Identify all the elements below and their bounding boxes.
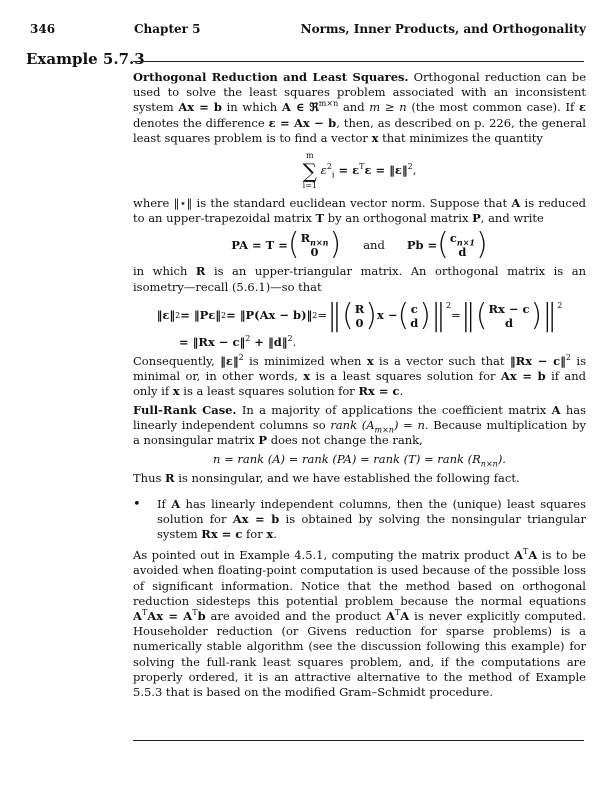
block-matrix-r-0: ( $R_{n\times n}$ 0 ) bbox=[287, 227, 342, 263]
equation-norm-chain: ‖ε‖ 2 = ‖Pε‖ 2 = ‖P(Ax − b)‖ 2 = ‖ ( R 0 ) x − ( c d ) ‖ $^2$ = ‖ ( Rx − c d ) ‖ $^2$ bbox=[156, 297, 563, 333]
paragraph-full-rank: Full-Rank Case. In a majority of applications the coefficient matrix A has linearly independent columns so rank $(A_{m\times n}) = n$. Because multiplication by a nonsingular matrix P does not change the rank, bbox=[133, 402, 587, 448]
paragraph-heading: Full-Rank Case. bbox=[133, 402, 237, 417]
bottom-rule bbox=[133, 740, 584, 741]
bullet-icon: • bbox=[133, 496, 141, 512]
fact-bullet: • If A has linearly independent columns, then the (unique) least squares solution for Ax = b is obtained by solving the nonsingular triangular system Rx = c for x. bbox=[133, 496, 587, 542]
chapter-label: Chapter 5 bbox=[134, 22, 201, 36]
page-number: 346 bbox=[30, 22, 56, 36]
paragraph-orthogonal-reduction: Orthogonal Reduction and Least Squares. Orthogonal reduction can be used to solve the least squares problem associated with an inconsistent system Ax = b in which A ∈ ℜ$^{m\times n}$ and m ≥ n (the most common case). If ε denotes the difference ε = Ax − b, then, as described on p. 226, the general least squares problem is to find a vector x that minimizes the quantity bbox=[133, 70, 587, 145]
block-vector-c-d: ( $c_{n\times 1}$ d ) bbox=[437, 227, 488, 263]
paragraph-consequently: Consequently, ‖ε‖$^2$ is minimized when x is a vector such that ‖Rx − c‖$^2$ is minimal or, in other words, x is a least squares solution for Ax = b if and only if x is a least squares solution for Rx = c. bbox=[133, 353, 586, 399]
paragraph-reduction-setup: where ‖⋆‖ is the standard euclidean vector norm. Suppose that A is reduced to an upper-trapezoidal matrix T by an orthogonal matrix P, and write bbox=[133, 196, 587, 226]
summation: m ∑ i=1 bbox=[302, 151, 317, 191]
paragraph-householder: As pointed out in Example 4.5.1, computing the matrix product $A^TA$ is to be avoided when floating-point computation is used because of the possible loss of significant information. Notice that the method based on orthogonal reduction sidesteps this potential problem because the normal equations $A^TAx = A^Tb$ are avoided and the product $A^TA$ is never explicitly computed. Householder reduction (or Givens reduction for sparse problems) is a numerically stable algorithm (see the discussion following this example) for solving the full-rank least squares problem, and, if the computations are properly ordered, it is an attractive alternative to the method of Example 5.5.3 that is based on the modified Gram–Schmidt procedure. bbox=[133, 547, 586, 700]
example-body bbox=[133, 70, 586, 700]
section-title: Norms, Inner Products, and Orthogonality bbox=[300, 22, 586, 36]
paragraph-thus: Thus R is nonsingular, and we have established the following fact. bbox=[133, 471, 520, 486]
equation-pa-pb: PA = T = ( $R_{n\times n}$ 0 ) and Pb = ( $c_{n\times 1}$ d ) bbox=[231, 227, 488, 263]
top-rule bbox=[133, 61, 584, 62]
paragraph-heading: Orthogonal Reduction and Least Squares. bbox=[133, 70, 409, 84]
example-label: Example 5.7.3 bbox=[26, 50, 145, 68]
paragraph-isometry: in which R is an upper-triangular matrix. An orthogonal matrix is an isometry—recall (5.6.1)—so that bbox=[133, 264, 586, 294]
equation-rank-chain: n = rank (A) = rank (PA) = rank (T) = rank $(R_{n\times n})$. bbox=[213, 452, 506, 469]
equation-sum-of-squares: m ∑ i=1 $\varepsilon^2_i = \varepsilon^T\varepsilon$ = ‖ε‖$^2$, bbox=[302, 151, 417, 191]
page-header bbox=[30, 22, 586, 42]
equation-norm-split: = ‖Rx − c‖$^2$ + ‖d‖$^2$. bbox=[179, 334, 297, 349]
